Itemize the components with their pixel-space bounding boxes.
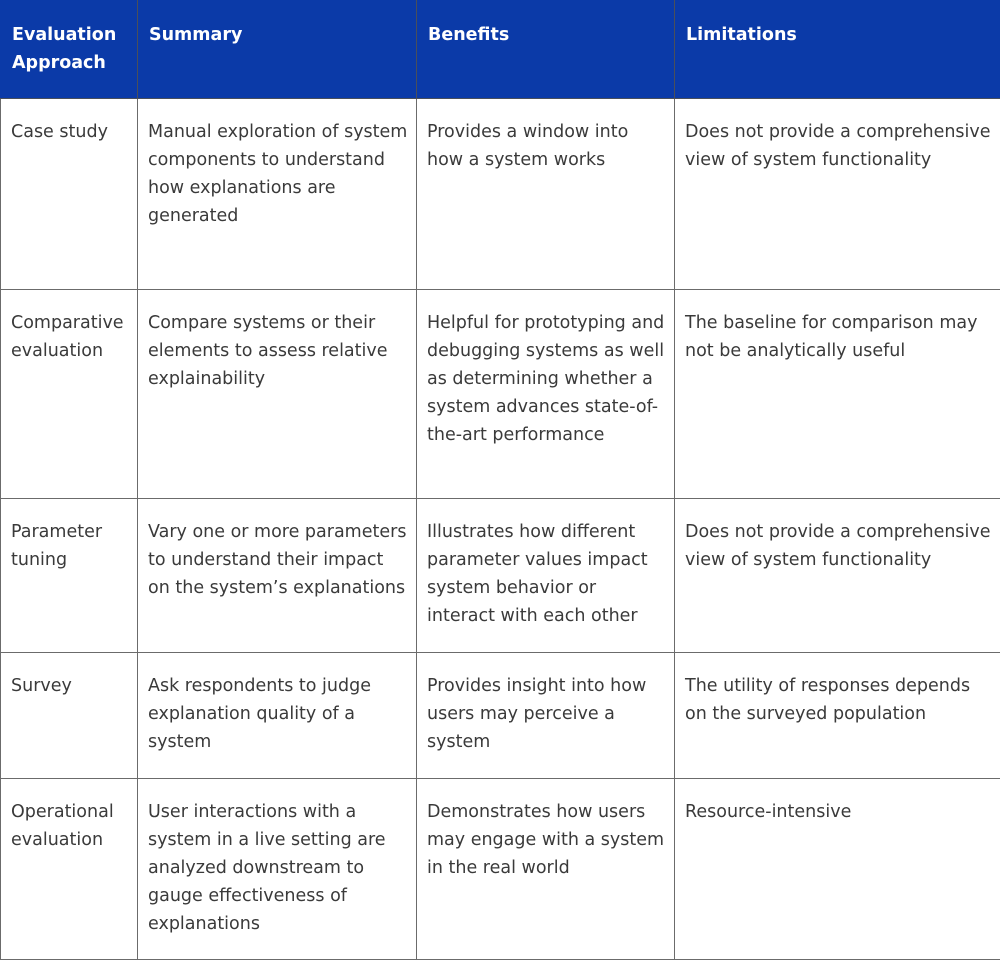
cell-summary: Compare systems or their elements to assess relative explainability <box>138 290 417 499</box>
cell-benefits: Demonstrates how users may engage with a system in the real world <box>417 779 675 960</box>
cell-benefits: Provides insight into how users may perceive a system <box>417 653 675 779</box>
table-row <box>1 99 1000 290</box>
cell-approach: Case study <box>1 99 138 290</box>
table-row <box>1 499 1000 653</box>
header-limitations: Limitations <box>675 0 1000 99</box>
cell-benefits: Illustrates how different parameter values impact system behavior or interact with each other <box>417 499 675 653</box>
cell-benefits: Provides a window into how a system works <box>417 99 675 290</box>
cell-summary: Vary one or more parameters to understand their impact on the system’s explanations <box>138 499 417 653</box>
cell-limitations: The utility of responses depends on the surveyed population <box>675 653 1000 779</box>
cell-approach: Comparative evaluation <box>1 290 138 499</box>
table-row <box>1 779 1000 960</box>
cell-limitations: The baseline for comparison may not be analytically useful <box>675 290 1000 499</box>
cell-approach: Parameter tuning <box>1 499 138 653</box>
cell-limitations: Resource-intensive <box>675 779 1000 960</box>
header-summary: Summary <box>138 0 417 99</box>
cell-approach: Operational evaluation <box>1 779 138 960</box>
cell-approach: Survey <box>1 653 138 779</box>
cell-summary: Manual exploration of system components to understand how explanations are generated <box>138 99 417 290</box>
header-evaluation-approach: Evaluation Approach <box>1 0 138 99</box>
cell-summary: Ask respondents to judge explanation quality of a system <box>138 653 417 779</box>
header-benefits: Benefits <box>417 0 675 99</box>
table-row <box>1 290 1000 499</box>
cell-summary: User interactions with a system in a live setting are analyzed downstream to gauge effectiveness of explanations <box>138 779 417 960</box>
table-row <box>1 653 1000 779</box>
table-header-row <box>1 0 1000 99</box>
cell-limitations: Does not provide a comprehensive view of system functionality <box>675 499 1000 653</box>
cell-limitations: Does not provide a comprehensive view of system functionality <box>675 99 1000 290</box>
cell-benefits: Helpful for prototyping and debugging systems as well as determining whether a system advances state-of-the-art performance <box>417 290 675 499</box>
